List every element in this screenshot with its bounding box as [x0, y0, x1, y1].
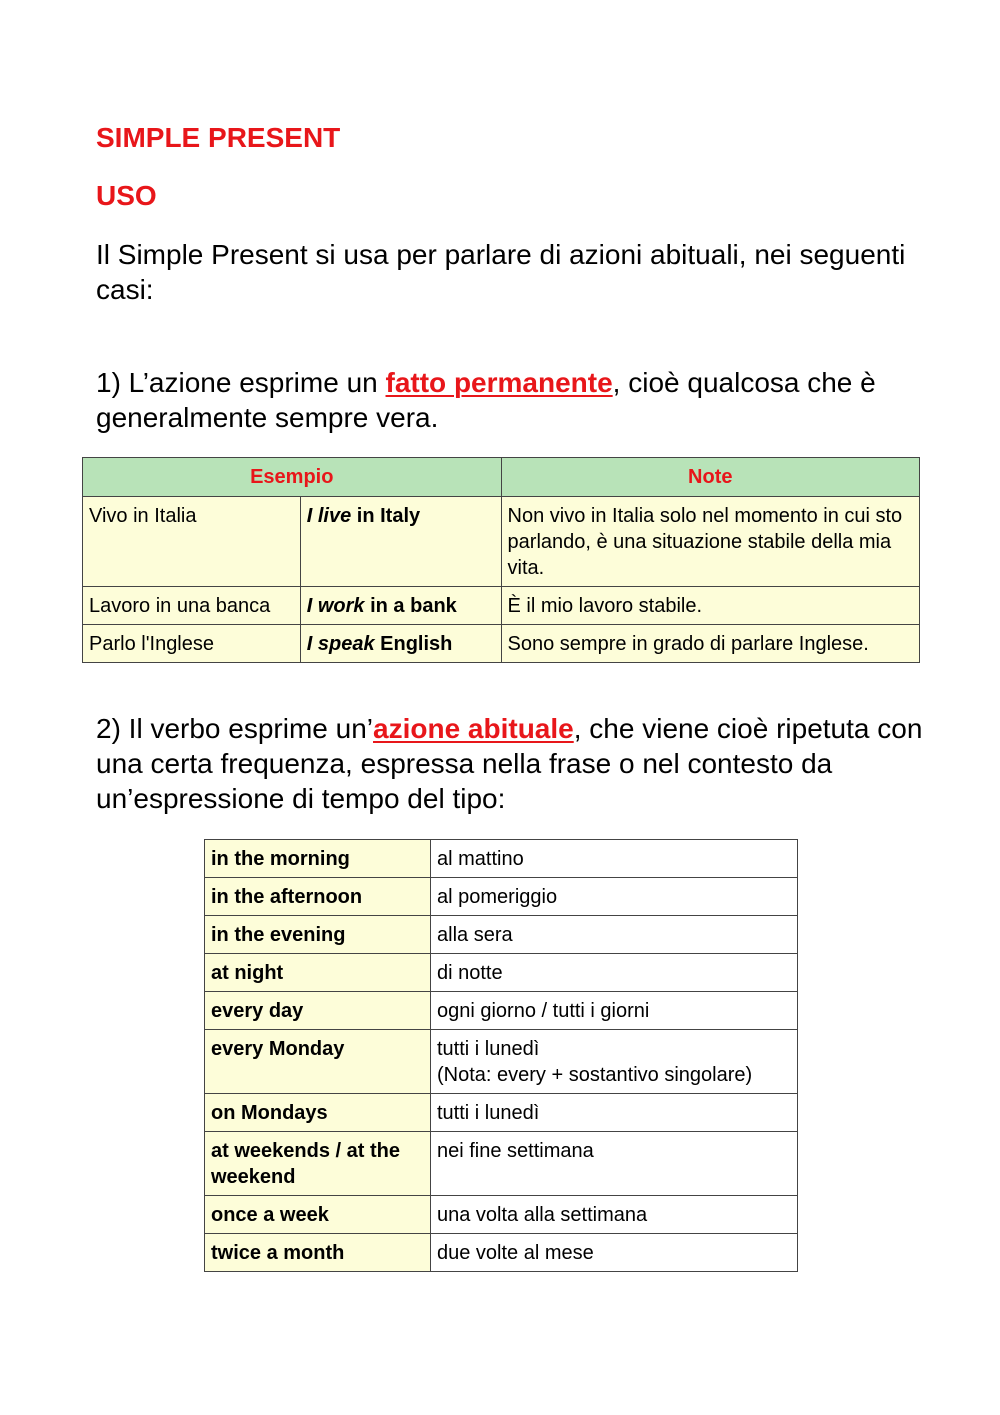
example-note: È il mio lavoro stabile.	[501, 587, 919, 625]
time-translation: nei fine settimana	[431, 1132, 798, 1196]
table-row	[205, 1196, 798, 1234]
table-row	[83, 587, 920, 625]
english-rest: in a bank	[364, 595, 457, 617]
table-row	[83, 497, 920, 587]
time-translation: al mattino	[431, 840, 798, 878]
italian-example: Parlo l'Inglese	[83, 625, 301, 663]
example-note: Sono sempre in grado di parlare Inglese.	[501, 625, 919, 663]
time-expression: in the afternoon	[205, 878, 431, 916]
point-1-text-after: , cioè qualcosa che è generalmente sempre vera.	[96, 367, 876, 433]
table-row	[205, 992, 798, 1030]
table-row	[205, 954, 798, 992]
header-note: Note	[501, 458, 919, 497]
english-example	[300, 497, 501, 587]
table-row	[205, 1094, 798, 1132]
table-row	[205, 1234, 798, 1272]
translation-main: tutti i lunedì	[437, 1038, 540, 1060]
example-note: Non vivo in Italia solo nel momento in cui sto parlando, è una situazione stabile della mia vita.	[501, 497, 919, 587]
header-example: Esempio	[83, 458, 502, 497]
point-1-text-before: 1) L’azione esprime un	[96, 367, 386, 398]
point-1-highlight: fatto permanente	[385, 367, 613, 398]
time-expression: at weekends / at the weekend	[205, 1132, 431, 1196]
time-expression: every day	[205, 992, 431, 1030]
time-expressions-table	[204, 839, 798, 1272]
time-expression: once a week	[205, 1196, 431, 1234]
table-row	[205, 878, 798, 916]
english-rest: English	[374, 633, 453, 655]
intro-paragraph: Il Simple Present si usa per parlare di azioni abituali, nei seguenti casi:	[96, 239, 906, 305]
english-rest: in Italy	[351, 505, 421, 527]
examples-table-header-row	[83, 458, 920, 497]
point-1-paragraph	[96, 365, 926, 435]
time-expression: twice a month	[205, 1234, 431, 1272]
english-example	[300, 625, 501, 663]
italian-example: Vivo in Italia	[83, 497, 301, 587]
table-row	[205, 916, 798, 954]
time-expression: every Monday	[205, 1030, 431, 1094]
time-translation: di notte	[431, 954, 798, 992]
section-heading-uso: USO	[96, 180, 157, 211]
italian-example: Lavoro in una banca	[83, 587, 301, 625]
table-row	[83, 625, 920, 663]
english-verb: I speak	[306, 633, 375, 655]
time-expression: at night	[205, 954, 431, 992]
table-row	[205, 1132, 798, 1196]
time-translation: una volta alla settimana	[431, 1196, 798, 1234]
point-2-text-before: 2) Il verbo esprime un’	[96, 713, 374, 744]
english-verb: I work	[306, 595, 365, 617]
examples-table	[82, 457, 920, 663]
time-translation: al pomeriggio	[431, 878, 798, 916]
page-title: SIMPLE PRESENT	[96, 122, 341, 153]
time-translation: tutti i lunedì	[431, 1094, 798, 1132]
time-expression: on Mondays	[205, 1094, 431, 1132]
table-row	[205, 1030, 798, 1094]
table-row	[205, 840, 798, 878]
time-translation: ogni giorno / tutti i giorni	[431, 992, 798, 1030]
time-translation	[431, 1030, 798, 1094]
english-example	[300, 587, 501, 625]
time-expression: in the evening	[205, 916, 431, 954]
point-2-paragraph	[96, 711, 926, 816]
time-translation: due volte al mese	[431, 1234, 798, 1272]
translation-note: (Nota: every + sostantivo singolare)	[437, 1064, 753, 1086]
point-2-text-after: , che viene cioè ripetuta con una certa frequenza, espressa nella frase o nel contesto da un’espressione di tempo del tipo:	[96, 713, 923, 814]
time-translation: alla sera	[431, 916, 798, 954]
time-expression: in the morning	[205, 840, 431, 878]
point-2-highlight: azione abituale	[373, 713, 574, 744]
english-verb: I live	[306, 505, 352, 527]
